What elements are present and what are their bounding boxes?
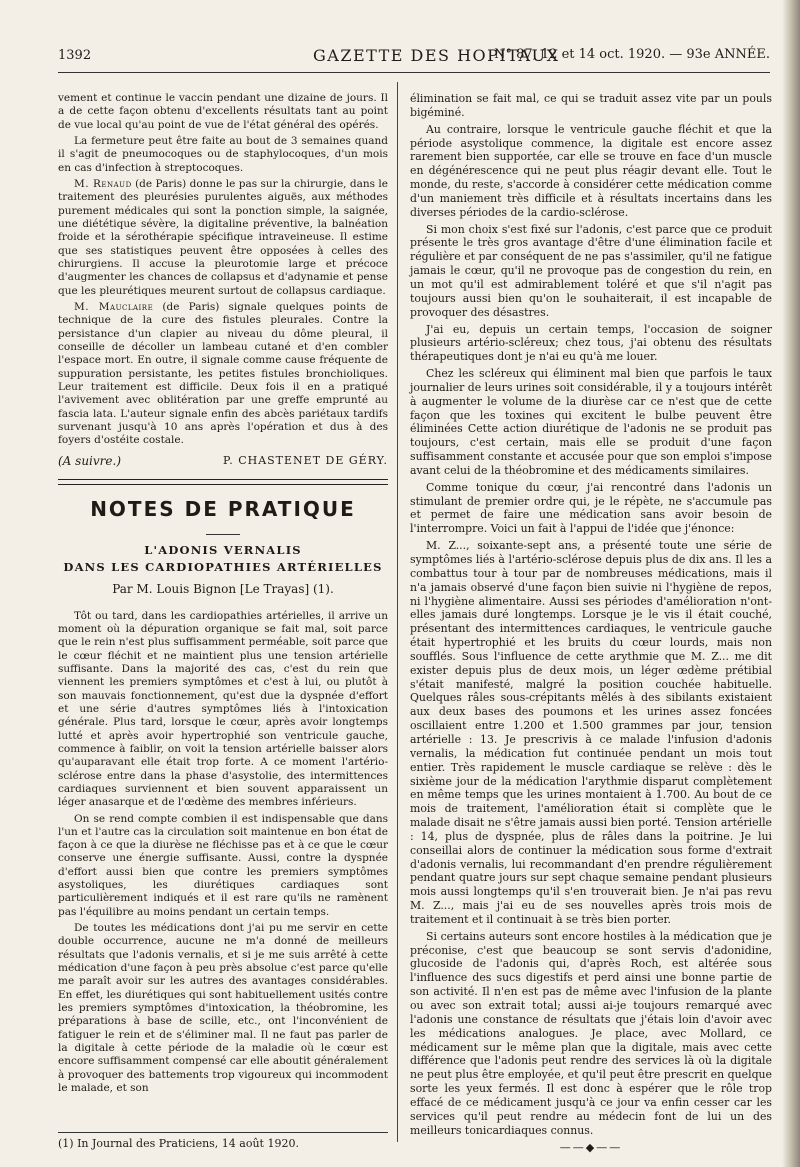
paragraph: M. Z..., soixante-sept ans, a présenté toute une série de symptômes liés à l'artério-sclérose depuis plus de dix ans. Il les a combattus tour à tour par de nombreuses médications, mais il n'a jamais observé d'une façon bien suivie ni l'hygiène de repos, ni l'hygiène alimentaire. Aussi ses périodes d'amélioration n'ont-elles jamais duré longtemps. Lorsque je le vis il était couché, présentant des intermittences cardiaques, le ventricule gauche était hypertrophié et les bruits du cœur lourds, mais non soufflés. Sous l'influence de cette arythmie que M. Z... me dit exister depuis plus de deux mois, un léger œdème prétibial s'était manifesté, malgré la position couchée habituelle. Quelques râles sous-crépitants mêlés à des sibilants existaient aux deux bases des poumons et les urines assez foncées oscillaient entre 1.200 et 1.500 grammes par jour, tension artérielle : 13. Je prescrivis à ce malade l'infusion d'adonis vernalis, la médication fut continuée pendant un mois tout entier. Très rapidement le muscle cardiaque se relève : dès le sixième jour de la médication l'arythmie disparut complètement en même temps que les urines montaient à 1.700. Au bout de ce mois de traitement, l'amélioration était si complète que le malade disait ne s'être jamais aussi bien porté. Tension artérielle : 14, plus de dyspnée, plus de râles dans la poitrine. Je lui conseillai alors de continuer la médication sous forme d'extrait d'adonis vernalis, lui recommandant d'en prendre régulièrement pendant quatre jours sur sept chaque semaine pendant plusieurs mois aussi longtemps qu'il s'en trouverait bien. Je n'ai pas revu M. Z..., mais j'ai eu de ses nouvelles après trois mois de traitement et il continuait à se très bien porter. (410, 539, 772, 926)
paragraph: La fermeture peut être faite au bout de 3 semaines quand il s'agit de pneumocoques ou de staphylocoques, d'un mois en cas d'infection à streptocoques. (58, 134, 388, 174)
paragraph: Tôt ou tard, dans les cardiopathies artérielles, il arrive un moment où la dépuration organique se fait mal, soit parce que le rein n'est plus suffisamment perméable, soit parce que le cœur fléchit et ne maintient plus une tension artérielle suffisante. Dans la majorité des cas, c'est du rein que viennent les premiers symptômes et c'est à lui, ou plutôt à son mauvais fonctionnement, qu'est due la dyspnée d'effort et une série d'autres symptômes liés à l'intoxication générale. Plus tard, lorsque le cœur, après avoir longtemps lutté et après avoir hypertrophié son ventricule gauche, commence à faiblir, on voit la tension artérielle baisser alors qu'auparavant elle était trop forte. A ce moment l'artério-sclérose entre dans la phase d'asystolie, des intermittences cardiaques surviennent et bien souvent apparaissent un léger anasarque et de l'œdème des membres inférieurs. (58, 609, 388, 809)
paragraph: vement et continue le vaccin pendant une dizaine de jours. Il a de cette façon obtenu d'excellents résultats tant au point de vue local qu'au point de vue de l'état général des opérés. (58, 92, 388, 131)
title-rule (206, 534, 240, 535)
page-number: 1392 (58, 48, 92, 63)
journal-title: GAZETTE DES HOPITAUX (313, 46, 560, 65)
author-name: M. Renaud (74, 177, 132, 190)
paragraph: J'ai eu, depuis un certain temps, l'occasion de soigner plusieurs artério-scléreux; chez tous, j'ai obtenu des résultats thérapeutiques dont je n'ai eu qu'à me louer. (410, 322, 772, 364)
end-ornament: ——◆—— (559, 1141, 623, 1155)
paragraph: De toutes les médications dont j'ai pu me servir en cette double occurrence, aucune ne m'a donné de meilleurs résultats que l'adonis vernalis, et si je me suis arrêté à cette médication d'une façon à peu près absolue c'est parce qu'elle me paraît avoir sur les autres des avantages considérables. En effet, les diurétiques qui sont habituellement usités contre les premiers symptômes d'intoxication, la théobromine, les préparations à base de scille, etc., ont l'inconvénient de fatiguer le rein et de s'éliminer mal. Il ne faut pas parler de la digitale à cette période de la maladie où le cœur est encore suffisamment compensé car elle aboutit généralement à provoquer des battements trop vigoureux qui incommodent le malade, et son (58, 922, 388, 1095)
byline: Par M. Louis Bignon [Le Trayas] (1). (112, 582, 334, 597)
right-column (410, 92, 772, 1155)
section-title: NOTES DE PRATIQUE (90, 496, 356, 521)
article-subtitle: DANS LES CARDIOPATHIES ARTÉRIELLES (63, 559, 383, 574)
author-name: M. Mauclaire (74, 300, 154, 313)
paragraph-text: (de Paris) signale quelques points de technique de la cure des fistules pleurales. Contre la persistance d'un clapier au niveau du dôme pleural, il conseille de décoller un lambeau cutané et d'en combler l'espace mort. En outre, il signale comme cause fréquente de suppuration persistante, les petites fistules bronchioliques. Leur traitement est difficile. Deux fois il en a pratiqué l'avivement avec oblitération par une greffe emprunté au fascia lata. L'auteur signale enfin des abcès pariétaux tardifs survenant jusqu'à 10 ans après l'opération et dus à des foyers d'ostéite costale. (58, 300, 389, 447)
footnote: (1) In Journal des Praticiens, 14 août 1920. (58, 1132, 388, 1150)
to-be-continued: (A suivre.) (58, 453, 121, 468)
article-title: L'ADONIS VERNALIS (144, 543, 302, 558)
paragraph: On se rend compte combien il est indispensable que dans l'un et l'autre cas la circulation soit maintenue en bon état de façon à ce que la diurèse ne fléchisse pas et à ce que le cœur conserve une énergie suffisante. Aussi, contre la dyspnée d'effort aussi bien que contre les premiers symptômes asystoliques, les diurétiques cardiaques sont particulièrement indiqués et il est rare qu'ils ne ramènent pas l'équilibre au moins pendant un certain temps. (58, 812, 388, 918)
issue-info: N° 87, 12 et 14 oct. 1920. — 93e ANNÉE. (494, 47, 770, 62)
section-rule (58, 479, 388, 485)
paragraph-text: (de Paris) donne le pas sur la chirurgie, dans le traitement des pleurésies purulentes aiguës, aux méthodes purement médicales qui sont la ponction simple, la saignée, une diététique sévère, la digitaline préventive, la balnéation froide et la sérothérapie spécifique intraveineuse. Il estime que ses statistiques peuvent être opposées à celles des chirurgiens. Il accuse la pleurotomie large et précoce d'augmenter les chances de collapsus et d'adynamie et pense que les pleurétiques meurent surtout de collapsus cardiaque. (58, 177, 388, 297)
paragraph: Au contraire, lorsque le ventricule gauche fléchit et que la période asystolique commence, la digitale est encore assez rarement bien supportée, car elle se trouve en face d'un muscle en dégénérescence qui ne peut plus réagir devant elle. Tout le monde, du reste, s'accorde à considérer cette médication comme d'un maniement très difficile et à résultats incertains dans les diverses périodes de la cardio-sclérose. (410, 122, 772, 219)
paragraph: Si mon choix s'est fixé sur l'adonis, c'est parce que ce produit présente le très gros avantage d'être d'une élimination facile et régulière et par conséquent de ne pas s'assimiler, qu'il ne fatigue jamais le cœur, qu'il ne provoque pas de congestion du rein, en un mot qu'il est admirablement toléré et que s'il n'agit pas toujours aussi bien qu'on le souhaiterait, il est incapable de provoquer des désastres. (410, 222, 772, 319)
signature-line (58, 454, 388, 469)
page-edge (782, 0, 800, 1167)
header-rule (58, 72, 770, 73)
page-header (58, 42, 770, 68)
column-divider (397, 82, 398, 1142)
paragraph: élimination se fait mal, ce qui se traduit assez vite par un pouls bigéminé. (410, 92, 772, 119)
paragraph: Comme tonique du cœur, j'ai rencontré dans l'adonis un stimulant de premier ordre qui, je le répète, ne s'accumule pas et permet de faire une médication sans avoir besoin de l'interrompre. Voici un fait à l'appui de l'idée que j'énonce: (410, 480, 772, 536)
paragraph: Chez les scléreux qui éliminent mal bien que parfois le taux journalier de leurs urines soit considérable, il y a toujours intérêt à augmenter le volume de la diurèse car ce n'est que de cette façon que les toxines qui excitent le bulbe peuvent être éliminées Cette action diurétique de l'adonis ne se produit pas toujours, c'est certain, mais elle se produit d'une façon suffisamment constante et accusée pour que son emploi s'impose avant celui de la théobromine et des médicaments similaires. (410, 367, 772, 477)
author-signature: P. CHASTENET DE GÉRY. (223, 453, 388, 467)
paragraph: Si certains auteurs sont encore hostiles à la médication que je préconise, c'est que beaucoup se sont servis d'adonidine, glucoside de l'adonis qui, d'après Roch, est altérée sous l'influence des sucs digestifs et perd ainsi une bonne partie de son activité. Il n'en est pas de même avec l'infusion de la plante ou avec son extrait total; aussi ai-je toujours remarqué avec l'adonis une constance de résultats que j'étais loin d'avoir avec les médications analogues. Je place, avec Mollard, ce médicament sur le même plan que la digitale, mais avec cette différence que l'adonis peut rendre des services là où la digitale ne peut plus être employée, et qu'il peut être prescrit en quelque sorte les yeux fermés. Il est donc à espérer que le rôle trop effacé de ce médicament jusqu'à ce jour va enfin cesser car les services qu'il peut rendre au médecin font de lui un des meilleurs tonicardiaques connus. (410, 929, 772, 1137)
left-column (58, 92, 388, 1098)
paragraph (58, 178, 388, 298)
paragraph (58, 301, 388, 448)
